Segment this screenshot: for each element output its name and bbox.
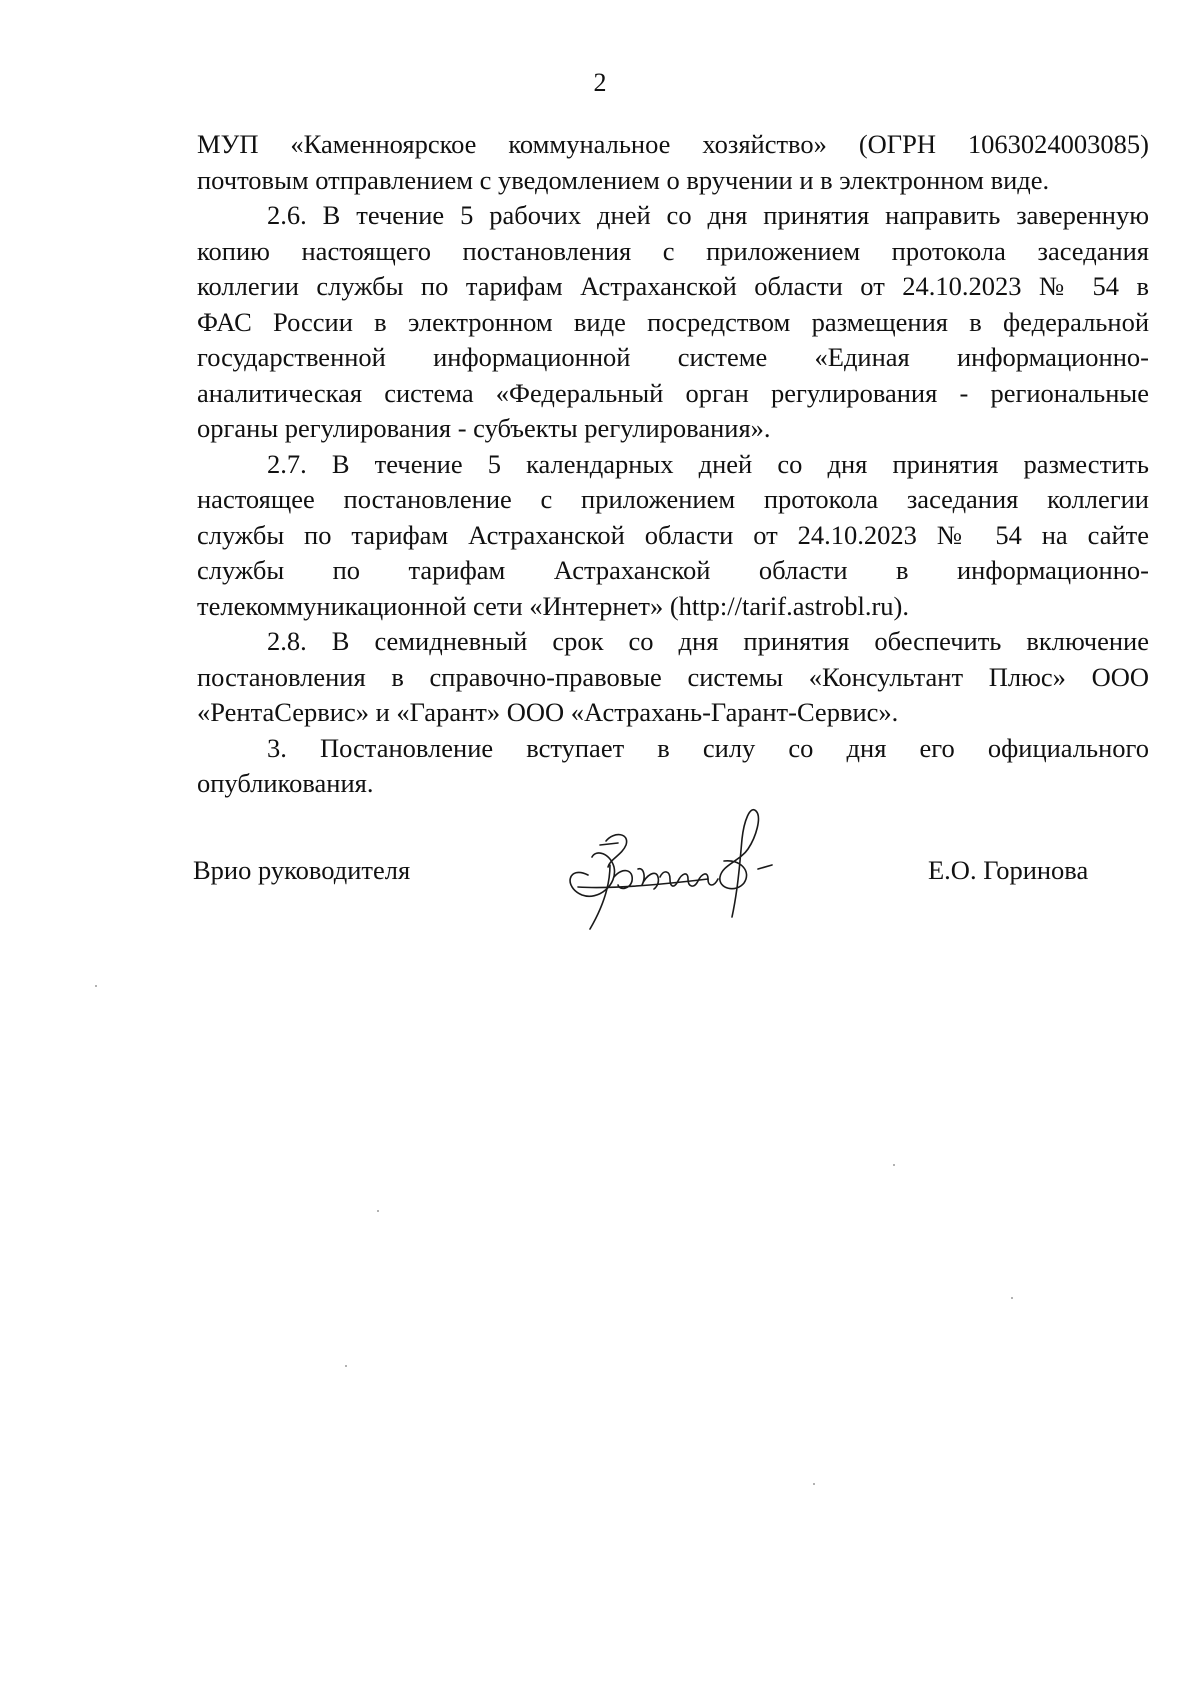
paragraph-line: «РентаСервис» и «Гарант» ООО «Астрахань-Гарант-Сервис». [197,697,899,727]
scan-speck [345,1365,347,1367]
scan-speck [377,1210,379,1212]
paragraph-line: опубликования. [197,768,374,798]
document-body [197,127,1149,802]
handwritten-signature [548,805,798,945]
paragraph-line: службы по тарифам Астраханской области в информационно- [197,555,1149,585]
paragraph-line: копию настоящего постановления с приложением протокола заседания [197,235,1149,266]
paragraph-line: МУП «Каменноярское коммунальное хозяйство» (ОГРН 1063024003085) [197,129,1149,159]
paragraph-line: органы регулирования - субъекты регулирования». [197,413,771,443]
scan-speck [813,1483,815,1485]
paragraph-line: 2.8. В семидневный срок со дня принятия обеспечить включение [267,626,1149,656]
paragraph-line: телекоммуникационной сети «Интернет» (http://tarif.astrobl.ru). [197,590,909,621]
paragraph-line: государственной информационной системе «Единая информационно- [197,342,1149,372]
paragraph-line: настоящее постановление с приложением протокола заседания коллегии [197,484,1149,514]
paragraph-line: коллегии службы по тарифам Астраханской области от 24.10.2023 № 54 в [197,271,1149,301]
paragraph-line: 3. Постановление вступает в силу со дня его официального [267,732,1149,763]
paragraph-line: 2.6. В течение 5 рабочих дней со дня принятия направить заверенную [267,200,1149,230]
signer-position-title: Врио руководителя [193,855,411,885]
paragraph-line: службы по тарифам Астраханской области от 24.10.2023 № 54 на сайте [197,519,1149,550]
scan-speck [95,985,97,987]
paragraph-line: аналитическая система «Федеральный орган регулирования - региональные [197,377,1149,408]
scan-speck [1011,1297,1013,1299]
scan-speck [893,1164,895,1166]
paragraph-line: ФАС России в электронном виде посредством размещения в федеральной [197,306,1149,337]
paragraph-line: почтовым отправлением с уведомлением о вручении и в электронном виде. [197,164,1050,195]
paragraph-line: постановления в справочно-правовые системы «Консультант Плюс» ООО [197,661,1149,692]
signer-name: Е.О. Горинова [928,855,1089,885]
paragraph-line: 2.7. В течение 5 календарных дней со дня принятия разместить [267,448,1149,479]
page-number: 2 [593,68,607,97]
